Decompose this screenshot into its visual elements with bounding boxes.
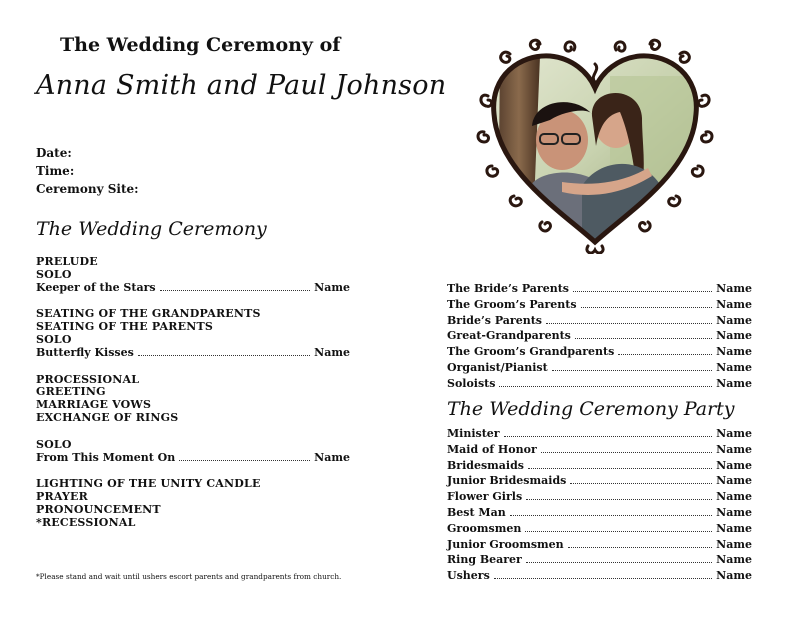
family-entry-name: Name	[716, 376, 752, 390]
dot-leader	[573, 291, 712, 292]
couple-names: Anna Smith and Paul Johnson	[36, 70, 447, 101]
dot-leader	[138, 355, 310, 356]
party-entry	[447, 552, 752, 568]
family-entry-label: Soloists	[447, 376, 496, 390]
song-entry-label: From This Moment On	[36, 450, 176, 464]
family-entry	[447, 360, 752, 376]
program-item: LIGHTING OF THE UNITY CANDLE	[36, 477, 261, 491]
family-entry	[447, 297, 752, 313]
party-entry-name: Name	[716, 458, 752, 472]
party-entry-name: Name	[716, 427, 752, 440]
party-entry	[447, 458, 752, 474]
family-entry	[447, 313, 752, 329]
party-entry-label: Bridesmaids	[447, 458, 524, 472]
party-list	[447, 426, 752, 584]
party-entry-label: Flower Girls	[447, 490, 523, 504]
party-entry-name: Name	[716, 442, 752, 456]
party-entry-name: Name	[716, 474, 752, 488]
family-entry-name: Name	[716, 329, 752, 343]
dot-leader	[581, 307, 713, 308]
program-group	[36, 374, 350, 425]
family-entry-name: Name	[716, 282, 752, 295]
party-entry-name: Name	[716, 490, 752, 504]
family-entry-label: The Bride’s Parents	[447, 282, 569, 295]
program-item: PROCESSIONAL	[36, 372, 140, 386]
family-entry-label: Great-Grandparents	[447, 329, 571, 343]
dot-leader	[510, 515, 712, 516]
footnote: *Please stand and wait until ushers escort parents and grandparents from church.	[36, 572, 342, 581]
dot-leader	[541, 452, 712, 453]
party-entry	[447, 505, 752, 521]
program-item: PRELUDE	[36, 255, 98, 268]
program-group	[36, 308, 350, 359]
family-entry-label: Bride’s Parents	[447, 313, 542, 327]
ceremony-details	[36, 144, 139, 198]
dot-leader	[575, 338, 712, 339]
party-entry-label: Minister	[447, 427, 500, 440]
ceremony-title: The Wedding Ceremony	[36, 218, 267, 240]
program-heading: The Wedding Ceremony of	[60, 34, 341, 56]
dot-leader	[526, 562, 712, 563]
party-entry-label: Ring Bearer	[447, 553, 522, 567]
party-entry-name: Name	[716, 505, 752, 519]
program-item: *RECESSIONAL	[36, 515, 136, 529]
party-entry-name: Name	[716, 521, 752, 535]
dot-leader	[552, 370, 712, 371]
program-item: SOLO	[36, 332, 72, 346]
family-entry-label: The Groom’s Parents	[447, 297, 577, 311]
time-label: Time:	[36, 164, 75, 178]
party-entry	[447, 426, 752, 442]
song-entry-label: Keeper of the Stars	[36, 280, 156, 294]
song-entry	[36, 347, 350, 360]
family-entry	[447, 328, 752, 344]
dot-leader	[179, 460, 310, 461]
party-entry-label: Junior Bridesmaids	[447, 474, 567, 488]
party-entry-name: Name	[716, 569, 752, 583]
program-item: MARRIAGE VOWS	[36, 398, 152, 412]
program-group	[36, 256, 350, 294]
dot-leader	[546, 323, 712, 324]
family-list	[447, 281, 752, 392]
party-entry-label: Ushers	[447, 569, 490, 583]
song-entry-label: Butterfly Kisses	[36, 345, 134, 359]
song-entry-name: Name	[314, 345, 350, 359]
ceremony-program	[36, 256, 350, 544]
dot-leader	[160, 290, 311, 291]
party-entry-label: Best Man	[447, 505, 506, 519]
program-item: PRONOUNCEMENT	[36, 502, 161, 516]
program-item: PRAYER	[36, 490, 88, 504]
program-item: GREETING	[36, 385, 106, 399]
dot-leader	[618, 354, 712, 355]
family-entry-name: Name	[716, 313, 752, 327]
party-entry-label: Maid of Honor	[447, 442, 537, 456]
dot-leader	[570, 483, 712, 484]
party-entry	[447, 521, 752, 537]
family-entry-label: Organist/Pianist	[447, 360, 548, 374]
dot-leader	[526, 499, 712, 500]
left-column	[36, 0, 447, 618]
program-group	[36, 439, 350, 465]
party-entry-name: Name	[716, 537, 752, 551]
song-entry	[36, 282, 350, 295]
party-entry	[447, 473, 752, 489]
family-entry	[447, 281, 752, 297]
program-item: SEATING OF THE PARENTS	[36, 320, 214, 334]
family-entry-name: Name	[716, 345, 752, 359]
dot-leader	[528, 468, 712, 469]
song-entry-name: Name	[314, 450, 350, 464]
party-title: The Wedding Ceremony Party	[447, 398, 735, 420]
program-item: EXCHANGE OF RINGS	[36, 410, 179, 424]
party-entry	[447, 568, 752, 584]
party-entry-name: Name	[716, 553, 752, 567]
party-entry	[447, 489, 752, 505]
program-item: SOLO	[36, 267, 72, 281]
site-label: Ceremony Site:	[36, 182, 139, 196]
family-entry	[447, 344, 752, 360]
dot-leader	[494, 578, 712, 579]
family-entry-name: Name	[716, 297, 752, 311]
family-entry	[447, 376, 752, 392]
dot-leader	[504, 436, 713, 437]
family-entry-label: The Groom’s Grandparents	[447, 345, 615, 359]
dot-leader	[499, 386, 712, 387]
party-entry-label: Junior Groomsmen	[447, 537, 564, 551]
party-entry	[447, 537, 752, 553]
program-item: SOLO	[36, 437, 72, 451]
party-entry-label: Groomsmen	[447, 521, 522, 535]
song-entry-name: Name	[314, 280, 350, 294]
dot-leader	[568, 547, 713, 548]
program-group	[36, 478, 350, 529]
date-label: Date:	[36, 146, 72, 160]
program-item: SEATING OF THE GRANDPARENTS	[36, 307, 261, 321]
family-entry-name: Name	[716, 360, 752, 374]
dot-leader	[525, 531, 712, 532]
song-entry	[36, 452, 350, 465]
party-entry	[447, 442, 752, 458]
couple-photo-heart-frame	[470, 36, 720, 254]
